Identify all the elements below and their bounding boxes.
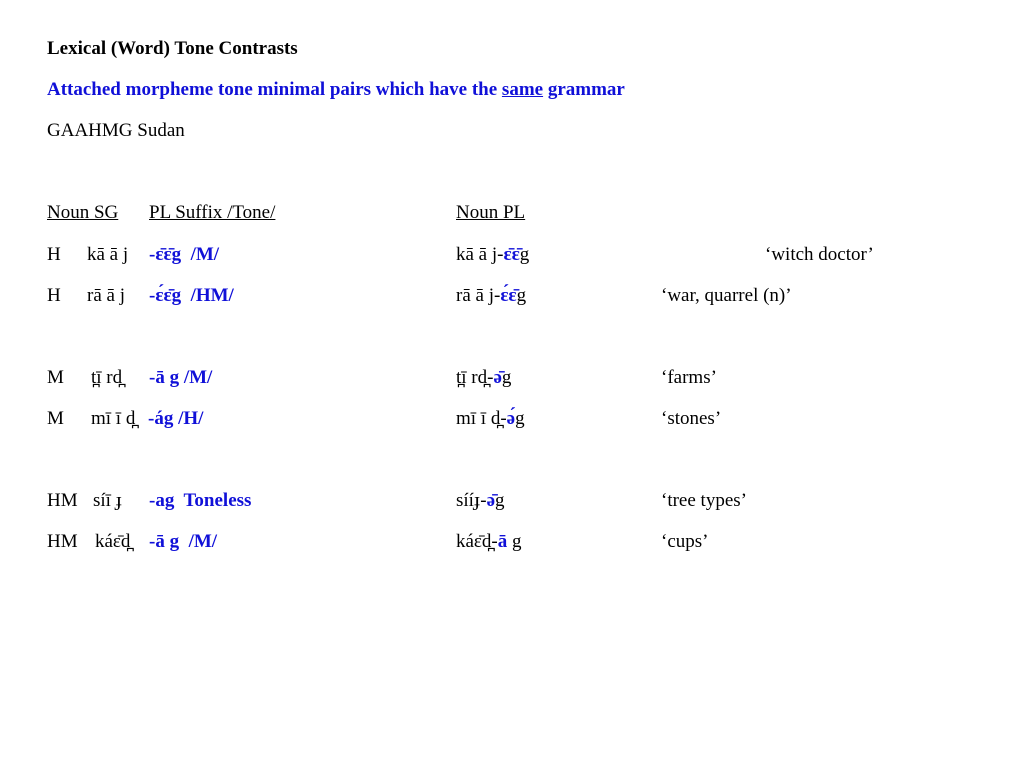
- noun-pl-ending: g: [516, 285, 527, 306]
- table-row: [0, 244, 1024, 268]
- noun-pl-suffix: ə́: [506, 408, 516, 429]
- row-pl-suffix: -ā g /M/: [149, 531, 218, 552]
- subtitle-text-after: grammar: [543, 79, 625, 100]
- subtitle-underlined-word: same: [501, 79, 544, 100]
- subtitle-text-before: Attached morpheme tone minimal pairs which have the: [47, 79, 502, 100]
- document-title: Lexical (Word) Tone Contrasts: [47, 38, 298, 59]
- noun-pl-stem: sííɟ-: [456, 490, 487, 511]
- noun-pl-ending: g: [515, 408, 525, 429]
- table-row: [0, 531, 1024, 555]
- noun-pl-suffix: ɛ̄ɛ̄: [503, 244, 520, 265]
- row-noun-pl: [456, 367, 511, 389]
- noun-pl-stem: rā ā j-: [456, 285, 501, 306]
- row-noun-sg: t̪ī rd̪: [91, 367, 123, 388]
- table-row: [0, 490, 1024, 514]
- row-noun-sg: kā ā j: [87, 244, 129, 265]
- table-row: [0, 367, 1024, 391]
- row-gloss: ‘war, quarrel (n)’: [661, 285, 792, 306]
- row-noun-sg: rā ā j: [87, 285, 125, 306]
- row-pl-suffix: -ág /H/: [148, 408, 204, 429]
- row-noun-sg: káɛ̄d̪: [95, 531, 131, 552]
- noun-pl-ending: g: [507, 531, 522, 552]
- noun-pl-ending: g: [519, 244, 530, 265]
- row-noun-sg: mī ī d̪: [91, 408, 136, 429]
- row-noun-pl: [456, 531, 522, 553]
- row-pl-suffix: -ā g /M/: [149, 367, 213, 388]
- row-noun-pl: [456, 408, 525, 430]
- language-source: GAAHMG Sudan: [47, 120, 185, 141]
- row-noun-pl: [456, 285, 526, 307]
- row-gloss: ‘farms’: [661, 367, 717, 388]
- row-tone: H: [47, 285, 61, 306]
- row-tone: HM: [47, 531, 78, 552]
- row-pl-suffix: -ɛ̄ɛ̄g /M/: [149, 244, 220, 265]
- row-tone: H: [47, 244, 61, 265]
- row-gloss: ‘stones’: [661, 408, 722, 429]
- row-gloss: ‘witch doctor’: [765, 244, 874, 265]
- row-tone: HM: [47, 490, 78, 511]
- noun-pl-ending: g: [495, 490, 505, 511]
- row-gloss: ‘cups’: [661, 531, 709, 552]
- row-noun-pl: [456, 490, 505, 512]
- noun-pl-suffix: ɛ́ɛ̄: [500, 285, 517, 306]
- row-pl-suffix: -ɛ́ɛ̄g /HM/: [149, 285, 234, 306]
- header-pl-suffix-tone: PL Suffix /Tone/: [149, 202, 276, 223]
- table-row: [0, 408, 1024, 432]
- noun-pl-suffix: ə̄: [486, 490, 496, 511]
- row-gloss: ‘tree types’: [661, 490, 747, 511]
- noun-pl-stem: káɛ̄d̪-: [456, 531, 498, 552]
- noun-pl-ending: g: [501, 367, 512, 388]
- header-noun-sg: Noun SG: [47, 202, 119, 223]
- row-pl-suffix: -ag Toneless: [149, 490, 252, 511]
- row-noun-pl: [456, 244, 529, 266]
- row-noun-sg: síī ɟ: [93, 490, 123, 511]
- noun-pl-stem: mī ī d̪-: [456, 408, 507, 429]
- row-tone: M: [47, 408, 64, 429]
- noun-pl-suffix: ā: [497, 531, 508, 552]
- table-row: [0, 285, 1024, 309]
- noun-pl-stem: t̪ī rd̪-: [456, 367, 494, 388]
- noun-pl-stem: kā ā j-: [456, 244, 504, 265]
- document-subtitle: [47, 79, 625, 101]
- noun-pl-suffix: ə̄: [493, 367, 502, 388]
- header-noun-pl: Noun PL: [456, 202, 526, 223]
- row-tone: M: [47, 367, 64, 388]
- table-header: [0, 202, 1024, 226]
